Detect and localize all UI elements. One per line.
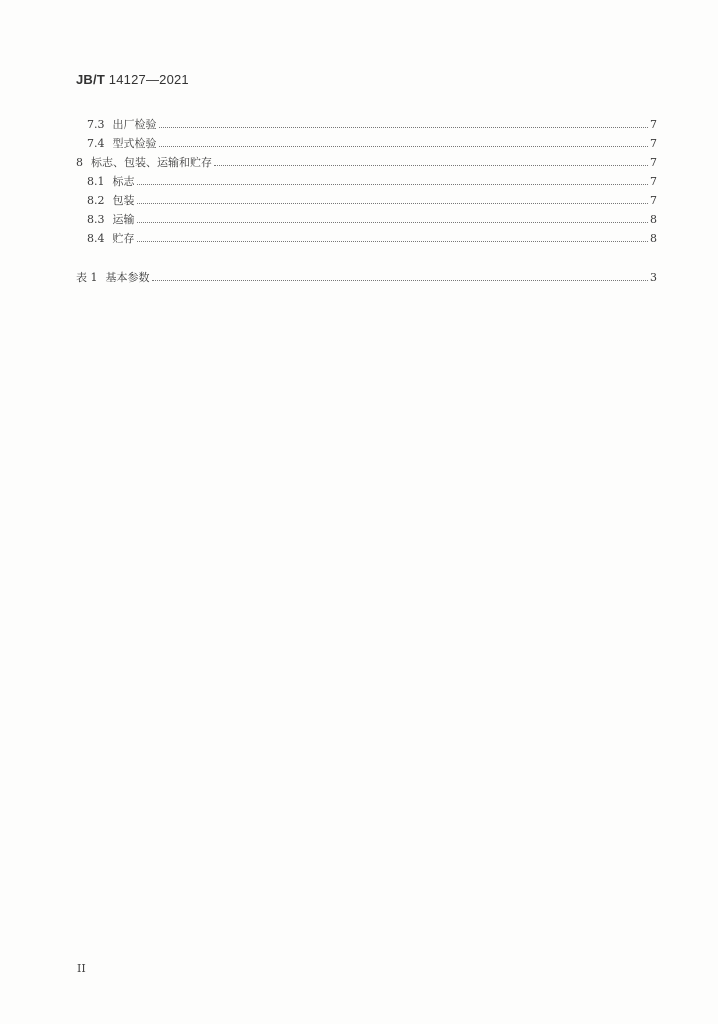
toc-entry-7-4[interactable] — [76, 131, 657, 150]
toc-entry-number: 8.2 — [87, 194, 105, 207]
standard-number: 14127—2021 — [104, 72, 189, 87]
section-gap — [76, 245, 657, 265]
standard-code-header — [76, 72, 189, 87]
table-of-contents — [76, 112, 657, 284]
toc-entry-page: 7 — [650, 137, 657, 150]
toc-table-number: 表 1 — [76, 271, 98, 284]
toc-entry-title: 出厂检验 — [112, 118, 157, 131]
toc-entry-page: 7 — [650, 194, 657, 207]
toc-entry-title: 运输 — [112, 213, 135, 226]
toc-table-page: 3 — [650, 271, 657, 284]
dot-leader — [137, 240, 649, 242]
toc-entry-number: 7.3 — [87, 118, 105, 131]
toc-entry-number: 8.3 — [87, 213, 105, 226]
toc-entry-number: 8 — [76, 156, 83, 169]
toc-entry-title: 包装 — [112, 194, 135, 207]
toc-entry-number: 8.4 — [87, 232, 105, 245]
toc-entry-page: 7 — [650, 118, 657, 131]
toc-entry-page: 8 — [650, 213, 657, 226]
toc-entry-number: 7.4 — [87, 137, 105, 150]
toc-entry-title: 标志、包装、运输和贮存 — [91, 156, 212, 169]
toc-entry-8-4[interactable] — [76, 226, 657, 245]
toc-entry-8[interactable] — [76, 150, 657, 169]
dot-leader — [152, 279, 649, 281]
toc-entry-8-1[interactable] — [76, 169, 657, 188]
toc-table-entry-1[interactable] — [76, 265, 657, 284]
toc-entry-8-3[interactable] — [76, 207, 657, 226]
toc-table-title: 基本参数 — [105, 271, 150, 284]
toc-entry-page: 7 — [650, 156, 657, 169]
dot-leader — [159, 126, 649, 128]
dot-leader — [214, 164, 648, 166]
toc-entry-page: 7 — [650, 175, 657, 188]
toc-entry-page: 8 — [650, 232, 657, 245]
dot-leader — [137, 202, 649, 204]
standard-prefix: JB/T — [76, 72, 105, 87]
dot-leader — [159, 145, 649, 147]
dot-leader — [137, 183, 649, 185]
page-folio: II — [77, 962, 86, 975]
toc-entry-title: 贮存 — [112, 232, 135, 245]
toc-entry-number: 8.1 — [87, 175, 105, 188]
toc-entry-title: 型式检验 — [112, 137, 157, 150]
toc-entry-7-3[interactable] — [76, 112, 657, 131]
toc-entry-8-2[interactable] — [76, 188, 657, 207]
toc-entry-title: 标志 — [112, 175, 135, 188]
dot-leader — [137, 221, 649, 223]
